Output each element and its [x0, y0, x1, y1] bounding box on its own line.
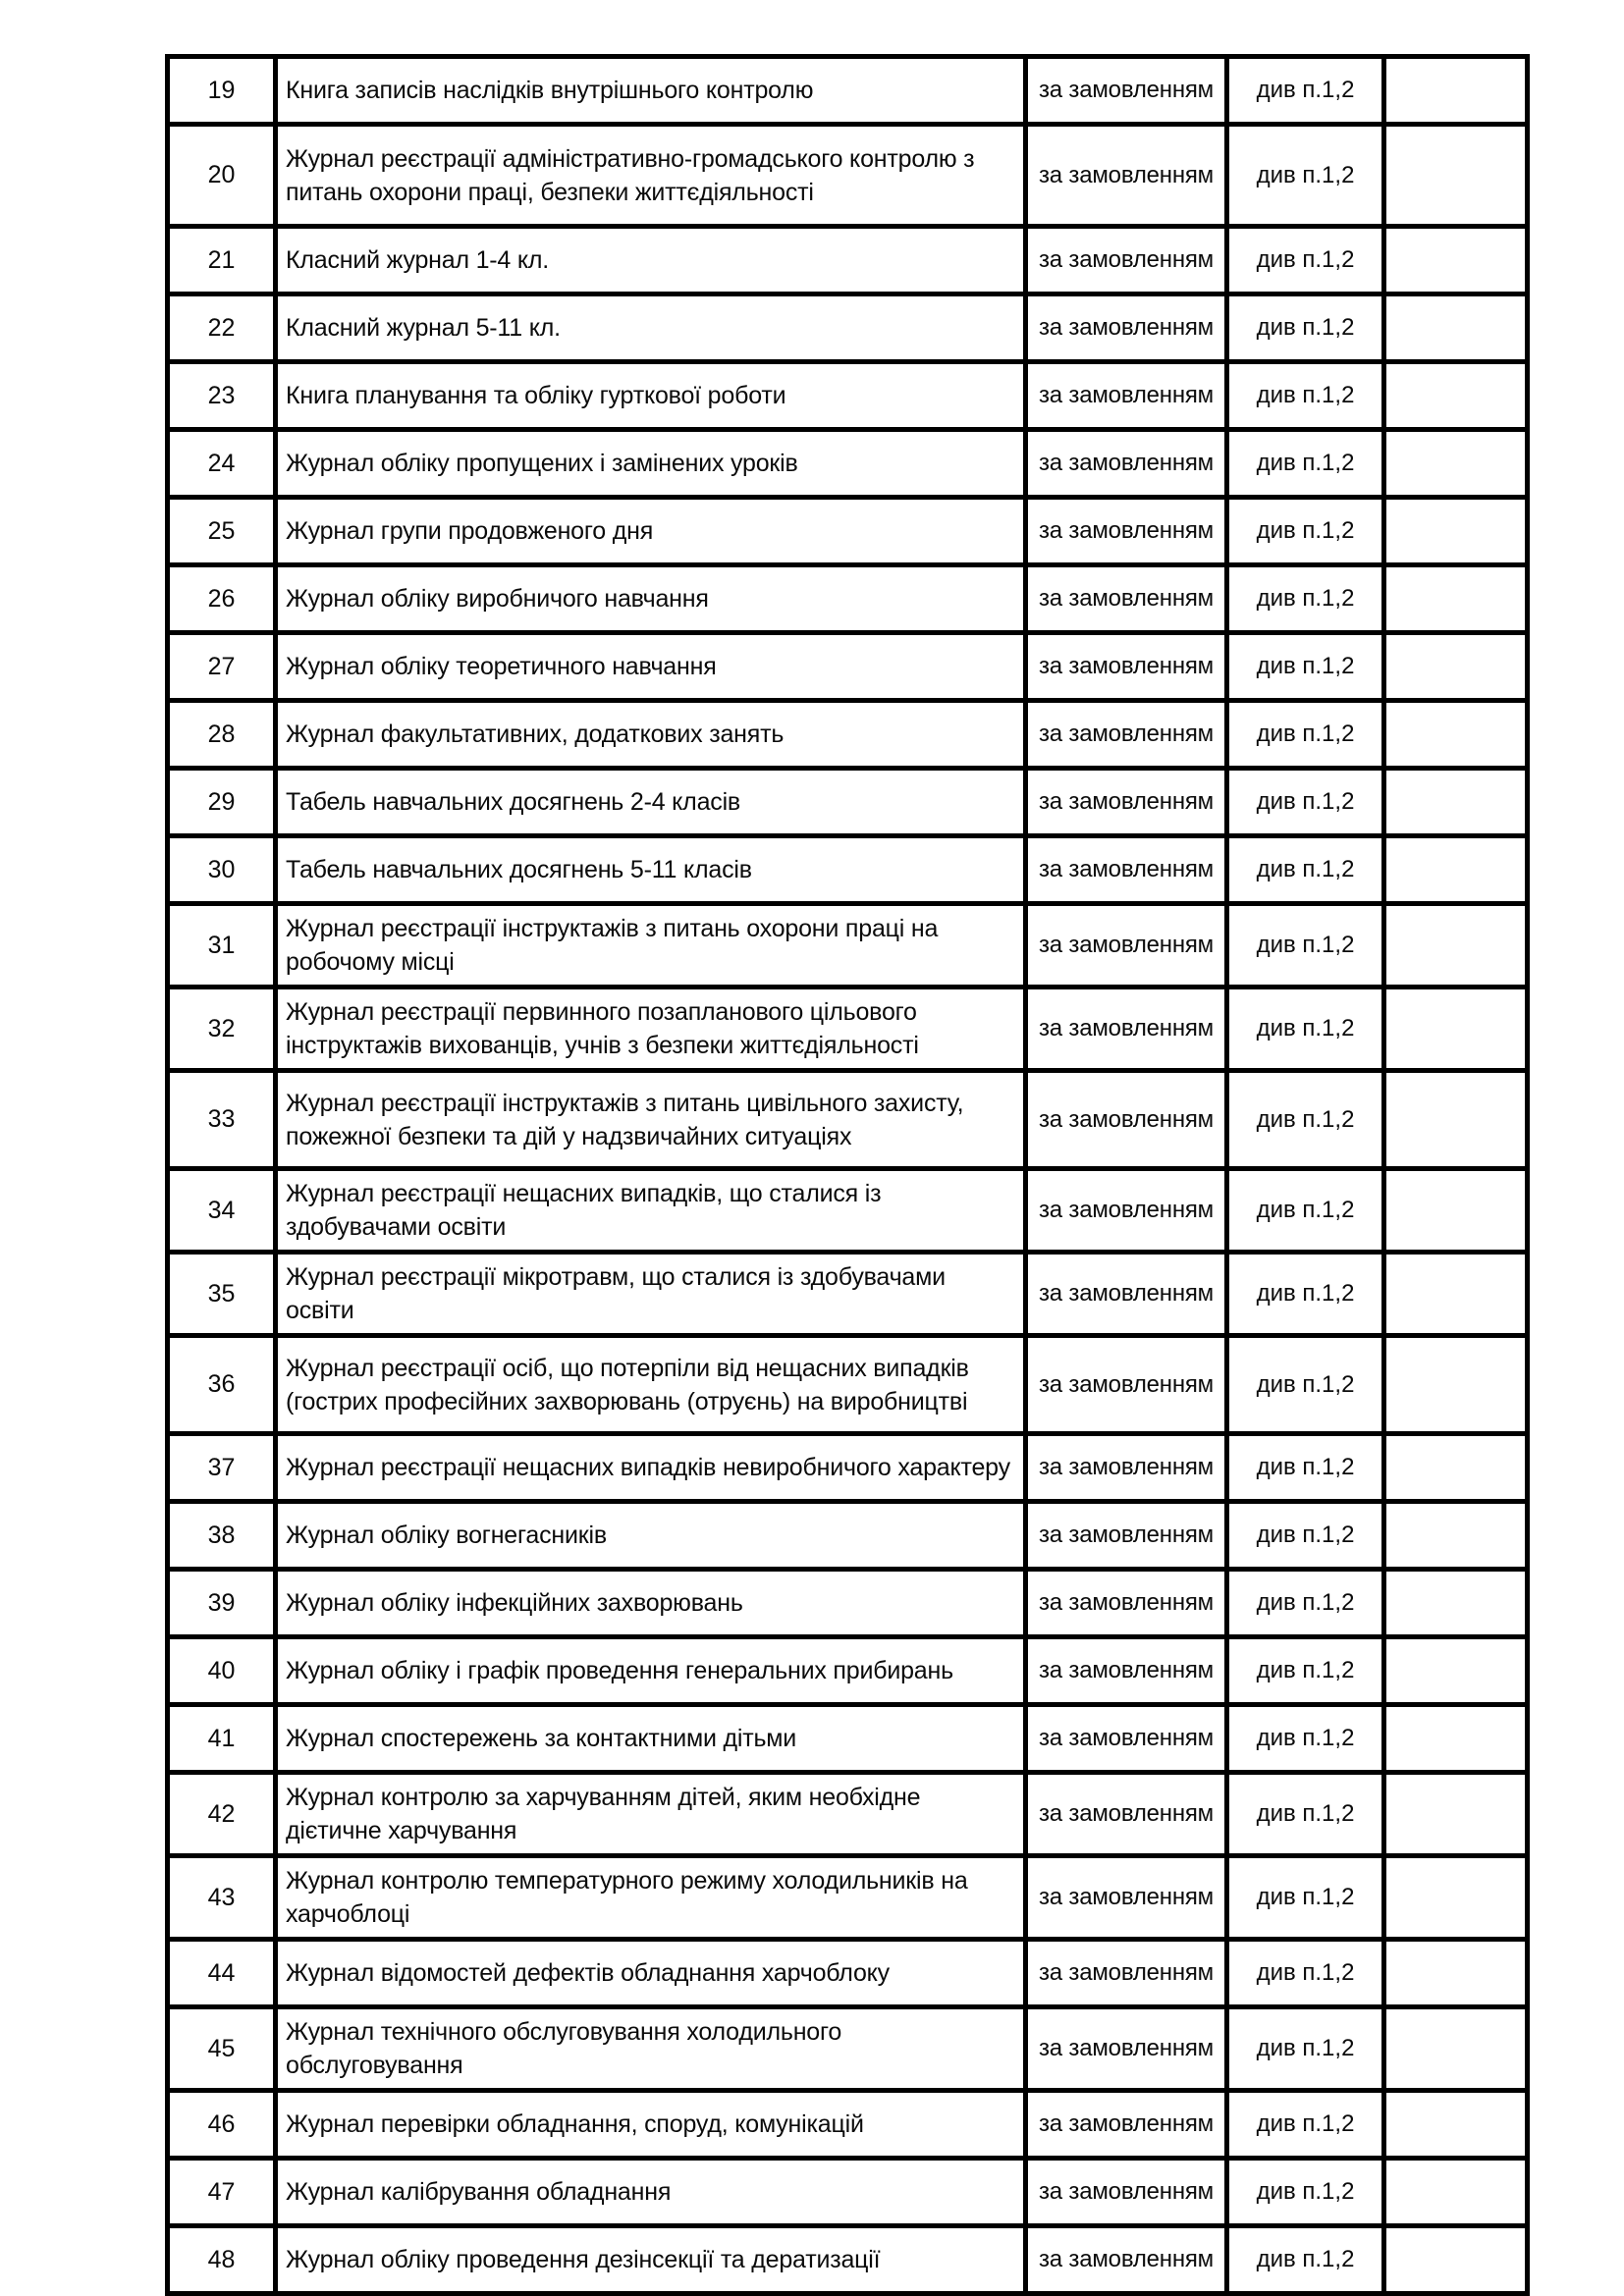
- order-type-cell: за замовленням: [1026, 430, 1227, 498]
- reference-cell: див п.1,2: [1227, 362, 1384, 430]
- row-number-cell: 41: [168, 1705, 276, 1773]
- order-type-cell: за замовленням: [1026, 498, 1227, 565]
- note-cell: [1384, 294, 1528, 362]
- row-number-cell: 45: [168, 2007, 276, 2091]
- item-title-cell: Журнал контролю за харчуванням дітей, яким необхідне дієтичне харчування: [276, 1773, 1026, 1856]
- row-number-cell: 34: [168, 1169, 276, 1253]
- note-cell: [1384, 57, 1528, 125]
- table-row: [168, 701, 1528, 769]
- note-cell: [1384, 1570, 1528, 1637]
- order-type-cell: за замовленням: [1026, 1773, 1227, 1856]
- item-title-cell: Журнал обліку вогнегасників: [276, 1502, 1026, 1570]
- row-number-cell: 32: [168, 988, 276, 1071]
- item-title-cell: Табель навчальних досягнень 2-4 класів: [276, 769, 1026, 836]
- row-number-cell: 46: [168, 2091, 276, 2159]
- order-type-cell: за замовленням: [1026, 2226, 1227, 2294]
- order-type-cell: за замовленням: [1026, 1253, 1227, 1336]
- reference-cell: див п.1,2: [1227, 2007, 1384, 2091]
- table-row: [168, 1336, 1528, 1434]
- item-title-cell: Журнал реєстрації інструктажів з питань охорони праці на робочому місці: [276, 904, 1026, 988]
- registry-table: [165, 54, 1530, 2296]
- reference-cell: див п.1,2: [1227, 565, 1384, 633]
- table-row: [168, 57, 1528, 125]
- item-title-cell: Журнал реєстрації адміністративно-громадського контролю з питань охорони праці, безпеки життєдіяльності: [276, 125, 1026, 227]
- registry-table-body: [168, 57, 1528, 2294]
- table-row: [168, 1169, 1528, 1253]
- item-title-cell: Книга планування та обліку гурткової роботи: [276, 362, 1026, 430]
- item-title-cell: Табель навчальних досягнень 5-11 класів: [276, 836, 1026, 904]
- row-number-cell: 43: [168, 1856, 276, 1940]
- order-type-cell: за замовленням: [1026, 2159, 1227, 2226]
- row-number-cell: 27: [168, 633, 276, 701]
- order-type-cell: за замовленням: [1026, 1169, 1227, 1253]
- table-row: [168, 2007, 1528, 2091]
- note-cell: [1384, 362, 1528, 430]
- order-type-cell: за замовленням: [1026, 565, 1227, 633]
- reference-cell: див п.1,2: [1227, 1336, 1384, 1434]
- reference-cell: див п.1,2: [1227, 125, 1384, 227]
- table-row: [168, 2091, 1528, 2159]
- note-cell: [1384, 1071, 1528, 1169]
- reference-cell: див п.1,2: [1227, 1169, 1384, 1253]
- table-row: [168, 1773, 1528, 1856]
- table-row: [168, 1637, 1528, 1705]
- reference-cell: див п.1,2: [1227, 769, 1384, 836]
- note-cell: [1384, 988, 1528, 1071]
- order-type-cell: за замовленням: [1026, 633, 1227, 701]
- note-cell: [1384, 633, 1528, 701]
- table-row: [168, 430, 1528, 498]
- table-row: [168, 1856, 1528, 1940]
- row-number-cell: 26: [168, 565, 276, 633]
- reference-cell: див п.1,2: [1227, 633, 1384, 701]
- reference-cell: див п.1,2: [1227, 1570, 1384, 1637]
- reference-cell: див п.1,2: [1227, 904, 1384, 988]
- note-cell: [1384, 1253, 1528, 1336]
- order-type-cell: за замовленням: [1026, 1570, 1227, 1637]
- order-type-cell: за замовленням: [1026, 362, 1227, 430]
- note-cell: [1384, 2007, 1528, 2091]
- order-type-cell: за замовленням: [1026, 227, 1227, 294]
- row-number-cell: 22: [168, 294, 276, 362]
- row-number-cell: 39: [168, 1570, 276, 1637]
- order-type-cell: за замовленням: [1026, 701, 1227, 769]
- order-type-cell: за замовленням: [1026, 769, 1227, 836]
- row-number-cell: 33: [168, 1071, 276, 1169]
- table-row: [168, 125, 1528, 227]
- reference-cell: див п.1,2: [1227, 988, 1384, 1071]
- note-cell: [1384, 1434, 1528, 1502]
- item-title-cell: Журнал технічного обслуговування холодильного обслуговування: [276, 2007, 1026, 2091]
- reference-cell: див п.1,2: [1227, 1253, 1384, 1336]
- reference-cell: див п.1,2: [1227, 294, 1384, 362]
- order-type-cell: за замовленням: [1026, 904, 1227, 988]
- item-title-cell: Журнал відомостей дефектів обладнання харчоблоку: [276, 1940, 1026, 2007]
- reference-cell: див п.1,2: [1227, 1856, 1384, 1940]
- table-row: [168, 769, 1528, 836]
- order-type-cell: за замовленням: [1026, 1940, 1227, 2007]
- table-row: [168, 227, 1528, 294]
- table-row: [168, 1253, 1528, 1336]
- reference-cell: див п.1,2: [1227, 1637, 1384, 1705]
- table-row: [168, 1434, 1528, 1502]
- table-row: [168, 1502, 1528, 1570]
- reference-cell: див п.1,2: [1227, 1773, 1384, 1856]
- item-title-cell: Журнал калібрування обладнання: [276, 2159, 1026, 2226]
- reference-cell: див п.1,2: [1227, 57, 1384, 125]
- note-cell: [1384, 904, 1528, 988]
- item-title-cell: Журнал реєстрації інструктажів з питань цивільного захисту, пожежної безпеки та дій у надзвичайних ситуаціях: [276, 1071, 1026, 1169]
- row-number-cell: 47: [168, 2159, 276, 2226]
- row-number-cell: 42: [168, 1773, 276, 1856]
- note-cell: [1384, 430, 1528, 498]
- reference-cell: див п.1,2: [1227, 701, 1384, 769]
- table-row: [168, 1705, 1528, 1773]
- table-row: [168, 294, 1528, 362]
- table-row: [168, 633, 1528, 701]
- row-number-cell: 21: [168, 227, 276, 294]
- row-number-cell: 28: [168, 701, 276, 769]
- item-title-cell: Журнал реєстрації первинного позапланового цільового інструктажів вихованців, учнів з безпеки життєдіяльності: [276, 988, 1026, 1071]
- table-row: [168, 1570, 1528, 1637]
- reference-cell: див п.1,2: [1227, 1071, 1384, 1169]
- row-number-cell: 23: [168, 362, 276, 430]
- item-title-cell: Журнал реєстрації осіб, що потерпіли від нещасних випадків (гострих професійних захворювань (отруєнь) на виробництві: [276, 1336, 1026, 1434]
- row-number-cell: 37: [168, 1434, 276, 1502]
- reference-cell: див п.1,2: [1227, 836, 1384, 904]
- item-title-cell: Книга записів наслідків внутрішнього контролю: [276, 57, 1026, 125]
- row-number-cell: 40: [168, 1637, 276, 1705]
- item-title-cell: Журнал реєстрації мікротравм, що сталися із здобувачами освіти: [276, 1253, 1026, 1336]
- note-cell: [1384, 836, 1528, 904]
- row-number-cell: 30: [168, 836, 276, 904]
- item-title-cell: Журнал обліку і графік проведення генеральних прибирань: [276, 1637, 1026, 1705]
- reference-cell: див п.1,2: [1227, 1705, 1384, 1773]
- note-cell: [1384, 125, 1528, 227]
- table-row: [168, 362, 1528, 430]
- item-title-cell: Журнал перевірки обладнання, споруд, комунікацій: [276, 2091, 1026, 2159]
- item-title-cell: Журнал обліку виробничого навчання: [276, 565, 1026, 633]
- item-title-cell: Журнал контролю температурного режиму холодильників на харчоблоці: [276, 1856, 1026, 1940]
- order-type-cell: за замовленням: [1026, 1856, 1227, 1940]
- row-number-cell: 31: [168, 904, 276, 988]
- note-cell: [1384, 2159, 1528, 2226]
- note-cell: [1384, 565, 1528, 633]
- note-cell: [1384, 1856, 1528, 1940]
- order-type-cell: за замовленням: [1026, 1434, 1227, 1502]
- reference-cell: див п.1,2: [1227, 2226, 1384, 2294]
- order-type-cell: за замовленням: [1026, 2091, 1227, 2159]
- order-type-cell: за замовленням: [1026, 125, 1227, 227]
- row-number-cell: 38: [168, 1502, 276, 1570]
- note-cell: [1384, 1705, 1528, 1773]
- row-number-cell: 35: [168, 1253, 276, 1336]
- item-title-cell: Класний журнал 5-11 кл.: [276, 294, 1026, 362]
- table-row: [168, 904, 1528, 988]
- row-number-cell: 19: [168, 57, 276, 125]
- order-type-cell: за замовленням: [1026, 988, 1227, 1071]
- reference-cell: див п.1,2: [1227, 498, 1384, 565]
- table-row: [168, 2226, 1528, 2294]
- order-type-cell: за замовленням: [1026, 1336, 1227, 1434]
- item-title-cell: Журнал обліку проведення дезінсекції та дератизації: [276, 2226, 1026, 2294]
- row-number-cell: 24: [168, 430, 276, 498]
- row-number-cell: 20: [168, 125, 276, 227]
- reference-cell: див п.1,2: [1227, 430, 1384, 498]
- reference-cell: див п.1,2: [1227, 2159, 1384, 2226]
- row-number-cell: 48: [168, 2226, 276, 2294]
- note-cell: [1384, 1502, 1528, 1570]
- order-type-cell: за замовленням: [1026, 1502, 1227, 1570]
- reference-cell: див п.1,2: [1227, 227, 1384, 294]
- note-cell: [1384, 1169, 1528, 1253]
- note-cell: [1384, 2091, 1528, 2159]
- table-row: [168, 498, 1528, 565]
- order-type-cell: за замовленням: [1026, 1705, 1227, 1773]
- note-cell: [1384, 701, 1528, 769]
- item-title-cell: Журнал спостережень за контактними дітьми: [276, 1705, 1026, 1773]
- row-number-cell: 44: [168, 1940, 276, 2007]
- order-type-cell: за замовленням: [1026, 2007, 1227, 2091]
- table-row: [168, 1071, 1528, 1169]
- table-row: [168, 836, 1528, 904]
- table-row: [168, 1940, 1528, 2007]
- note-cell: [1384, 769, 1528, 836]
- reference-cell: див п.1,2: [1227, 1940, 1384, 2007]
- order-type-cell: за замовленням: [1026, 1071, 1227, 1169]
- note-cell: [1384, 498, 1528, 565]
- table-row: [168, 565, 1528, 633]
- table-row: [168, 2159, 1528, 2226]
- item-title-cell: Журнал реєстрації нещасних випадків, що сталися із здобувачами освіти: [276, 1169, 1026, 1253]
- item-title-cell: Журнал реєстрації нещасних випадків невиробничого характеру: [276, 1434, 1026, 1502]
- row-number-cell: 29: [168, 769, 276, 836]
- item-title-cell: Журнал факультативних, додаткових занять: [276, 701, 1026, 769]
- item-title-cell: Журнал обліку інфекційних захворювань: [276, 1570, 1026, 1637]
- reference-cell: див п.1,2: [1227, 1502, 1384, 1570]
- order-type-cell: за замовленням: [1026, 1637, 1227, 1705]
- note-cell: [1384, 1773, 1528, 1856]
- item-title-cell: Класний журнал 1-4 кл.: [276, 227, 1026, 294]
- table-row: [168, 988, 1528, 1071]
- row-number-cell: 36: [168, 1336, 276, 1434]
- order-type-cell: за замовленням: [1026, 836, 1227, 904]
- note-cell: [1384, 2226, 1528, 2294]
- note-cell: [1384, 227, 1528, 294]
- note-cell: [1384, 1940, 1528, 2007]
- order-type-cell: за замовленням: [1026, 294, 1227, 362]
- note-cell: [1384, 1637, 1528, 1705]
- reference-cell: див п.1,2: [1227, 2091, 1384, 2159]
- item-title-cell: Журнал обліку теоретичного навчання: [276, 633, 1026, 701]
- note-cell: [1384, 1336, 1528, 1434]
- item-title-cell: Журнал обліку пропущених і замінених уроків: [276, 430, 1026, 498]
- row-number-cell: 25: [168, 498, 276, 565]
- item-title-cell: Журнал групи продовженого дня: [276, 498, 1026, 565]
- reference-cell: див п.1,2: [1227, 1434, 1384, 1502]
- order-type-cell: за замовленням: [1026, 57, 1227, 125]
